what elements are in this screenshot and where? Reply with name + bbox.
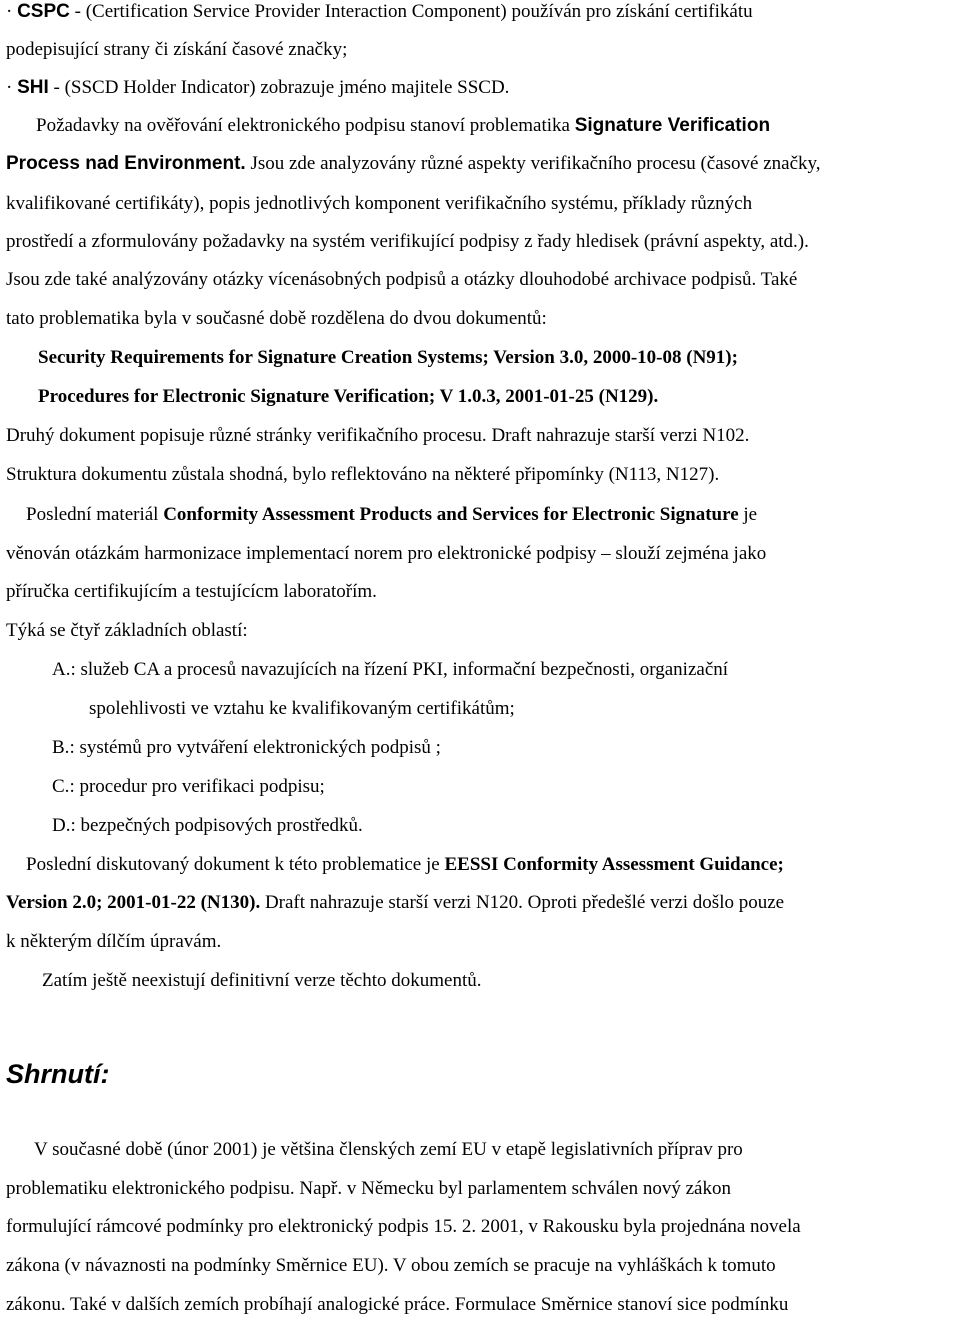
- verification-line-1: [36, 114, 770, 138]
- bullet-cspc-continuation: podepisující strany či získání časové značky;: [6, 39, 348, 60]
- bullet-symbol: ·: [6, 77, 13, 98]
- area-text: : systémů pro vytváření elektronických podpisů ;: [69, 737, 441, 758]
- paragraph-text: Draft nahrazuje starší verzi N102.: [486, 425, 750, 446]
- last-doc-line-4: Zatím ještě neexistují definitivní verze těchto dokumentů.: [42, 970, 482, 991]
- term-shi: SHI: [17, 77, 49, 98]
- area-a-continuation: spolehlivosti ve vztahu ke kvalifikovaným certifikátům;: [89, 698, 515, 719]
- area-letter: A.: [52, 659, 71, 680]
- paragraph-text: Jsou zde analyzovány různé aspekty verifikačního procesu (časové značky,: [245, 153, 821, 174]
- summary-line-5: zákonu. Také v dalších zemích probíhají analogické práce. Formulace Směrnice stanoví sice podmínku: [6, 1294, 789, 1315]
- summary-line-2: problematiku elektronického podpisu. Např. v Německu byl parlamentem schválen nový zákon: [6, 1178, 731, 1199]
- bullet-symbol: ·: [6, 1, 13, 22]
- last-doc-line-3: k některým dílčím úpravám.: [6, 931, 222, 952]
- last-doc-line-2: [6, 891, 784, 915]
- area-letter: D.: [52, 815, 71, 836]
- conformity-line-4: Týká se čtyř základních oblastí:: [6, 620, 248, 641]
- paragraph-text: Poslední diskutovaný dokument k této problematice je: [26, 854, 445, 875]
- bullet-shi: [6, 76, 509, 100]
- second-doc-line-2: Struktura dokumentu zůstala shodná, bylo reflektováno na některé připomínky (N113, N127).: [6, 464, 720, 485]
- area-text: : bezpečných podpisových prostředků.: [70, 815, 363, 836]
- conformity-line-2: věnován otázkám harmonizace implementací norem pro elektronické podpisy – slouží zejména jako: [6, 543, 767, 564]
- area-c: [52, 775, 325, 799]
- term-signature-verification: Signature Verification: [574, 115, 771, 136]
- verification-line-5: [6, 268, 797, 292]
- paragraph-text: Také: [756, 269, 798, 290]
- doc-title-security-requirements: Security Requirements for Signature Creation Systems; Version 3.0, 2000-10-08 (N91);: [38, 347, 738, 368]
- conformity-line-3: příručka certifikujícím a testujícícm laboratořím.: [6, 581, 377, 602]
- verification-line-3: kvalifikované certifikáty), popis jednotlivých komponent verifikačního systému, příklady různých: [6, 193, 753, 214]
- verification-line-6: tato problematika byla v současné době rozdělena do dvou dokumentů:: [6, 308, 547, 329]
- paragraph-text: Poslední materiál: [26, 504, 164, 525]
- summary-line-1: V současné době (únor 2001) je většina členských zemí EU v etapě legislativních příprav pro: [34, 1139, 743, 1160]
- bullet-text: - (Certification Service Provider Interaction Component) používán pro získání certifikátu: [69, 1, 753, 22]
- term-cspc: CSPC: [17, 1, 70, 22]
- paragraph-text: Druhý dokument popisuje různé stránky verifikačního procesu.: [6, 425, 487, 446]
- paragraph-text: Draft nahrazuje starší verzi N120. Oproti předešlé verzi došlo pouze: [260, 892, 785, 913]
- area-b: [52, 736, 441, 760]
- second-doc-line-1: [6, 424, 749, 448]
- term-version: Version 2.0; 2001-01-22 (N130).: [6, 892, 261, 913]
- summary-line-3: formulující rámcové podmínky pro elektronický podpis 15. 2. 2001, v Rakousku byla projednána novela: [6, 1216, 801, 1237]
- area-a: [52, 658, 728, 682]
- area-text: : procedur pro verifikaci podpisu;: [69, 776, 325, 797]
- conformity-line-1: [26, 503, 757, 527]
- verification-line-2: [6, 152, 821, 176]
- verification-line-4: prostředí a zformulovány požadavky na systém verifikující podpisy z řady hledisek (právní aspekty, atd.).: [6, 231, 809, 252]
- paragraph-text: Jsou zde také analýzovány otázky vícenásobných podpisů a otázky dlouhodobé archivace podpisů.: [6, 269, 757, 290]
- paragraph-text: Požadavky na ověřování elektronického podpisu stanoví problematika: [36, 115, 575, 136]
- doc-title-procedures: Procedures for Electronic Signature Verification; V 1.0.3, 2001-01-25 (N129).: [38, 386, 659, 407]
- bullet-text: - (SSCD Holder Indicator) zobrazuje jméno majitele SSCD.: [48, 77, 510, 98]
- area-letter: C.: [52, 776, 70, 797]
- summary-line-4: zákona (v návaznosti na podmínky Směrnice EU). V obou zemích se pracuje na vyhláškách k tomuto: [6, 1255, 776, 1276]
- term-process-environment: Process nad Environment.: [6, 153, 246, 174]
- summary-heading: Shrnutí:: [6, 1059, 110, 1089]
- bullet-cspc: [6, 0, 956, 24]
- last-doc-line-1: [26, 853, 784, 877]
- area-text: : služeb CA a procesů navazujících na řízení PKI, informační bezpečnosti, organizační: [70, 659, 729, 680]
- term-conformity-assessment: Conformity Assessment Products and Services for Electronic Signature: [163, 504, 739, 525]
- term-eessi-guidance: EESSI Conformity Assessment Guidance;: [444, 854, 784, 875]
- area-letter: B.: [52, 737, 70, 758]
- paragraph-text: je: [738, 504, 758, 525]
- area-d: [52, 814, 363, 838]
